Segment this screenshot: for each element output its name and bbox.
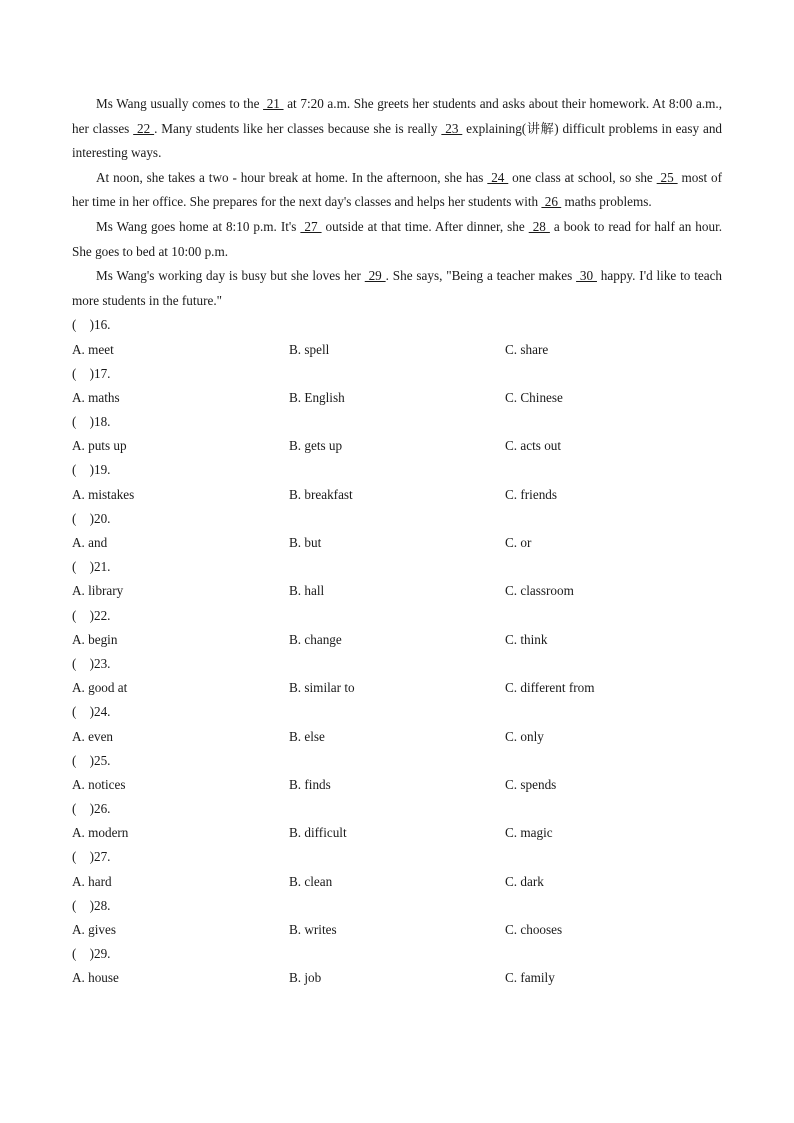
passage-text: . She says, "Being a teacher makes [385,268,577,284]
question-number[interactable]: ( )26. [72,801,111,817]
option-c[interactable]: C. spends [505,776,557,792]
option-a[interactable]: A. hard [72,873,112,889]
options-row [72,338,722,362]
question-item [72,458,722,506]
option-c[interactable]: C. only [505,728,544,744]
question-number[interactable]: ( )21. [72,559,111,575]
passage-text: At noon, she takes a two - hour break at home. In the afternoon, she has [96,169,488,185]
question-number[interactable]: ( )28. [72,897,111,913]
passage-text: Ms Wang goes home at 8:10 p.m. It's [96,218,301,234]
question-number[interactable]: ( )17. [72,365,111,381]
worksheet-page [72,92,722,991]
option-b[interactable]: B. gets up [289,438,343,454]
options-row [72,434,722,458]
options-row [72,676,722,700]
option-a[interactable]: A. begin [72,631,118,647]
option-c[interactable]: C. friends [505,486,558,502]
passage-text: Ms Wang usually comes to the [96,96,264,111]
question-item [72,894,722,942]
question-number[interactable]: ( )27. [72,849,111,865]
options-row [72,966,722,990]
answer-blank[interactable]: 25 [656,169,678,185]
option-c[interactable]: C. chooses [505,922,563,938]
passage-text: happy. I'd like to teach more students in the future." [72,268,723,308]
question-number[interactable]: ( )24. [72,704,111,720]
passage-paragraph [72,264,722,313]
answer-blank[interactable]: 26 [541,194,562,210]
option-b[interactable]: B. hall [289,583,325,599]
options-row [72,483,722,507]
question-number[interactable]: ( )19. [72,462,111,478]
passage-text: . Many students like her classes because she is really [154,120,442,136]
option-a[interactable]: A. mistakes [72,486,135,502]
passage-text: Ms Wang's working day is busy but she loves her [96,268,365,284]
option-a[interactable]: A. meet [72,341,114,357]
question-item [72,313,722,361]
question-item [72,652,722,700]
question-item [72,362,722,410]
option-b[interactable]: B. change [289,631,342,647]
option-b[interactable]: B. clean [289,873,333,889]
option-a[interactable]: A. good at [72,680,128,696]
option-b[interactable]: B. spell [289,341,330,357]
passage-text: a book to read for half an hour. She goes to bed at 10:00 p.m. [72,218,723,259]
option-a[interactable]: A. library [72,583,124,599]
option-c[interactable]: C. classroom [505,583,574,599]
passage-text: explaining(讲解) difficult problems in easy and interesting ways. [72,120,723,161]
question-list [72,313,722,990]
passage-paragraph [72,166,722,215]
option-a[interactable]: A. notices [72,776,126,792]
options-row [72,773,722,797]
option-a[interactable]: A. gives [72,922,116,938]
option-c[interactable]: C. magic [505,825,553,841]
option-a[interactable]: A. puts up [72,438,127,454]
option-a[interactable]: A. house [72,970,119,986]
answer-blank[interactable]: 22 [133,120,155,136]
question-number[interactable]: ( )23. [72,655,111,671]
option-b[interactable]: B. job [289,970,322,986]
question-item [72,845,722,893]
options-row [72,821,722,845]
options-row [72,386,722,410]
option-b[interactable]: B. but [289,535,322,551]
question-number[interactable]: ( )29. [72,946,111,962]
question-number[interactable]: ( )18. [72,414,111,430]
option-b[interactable]: B. breakfast [289,486,353,502]
question-item [72,797,722,845]
option-b[interactable]: B. similar to [289,680,355,696]
options-row [72,531,722,555]
answer-blank[interactable]: 27 [300,218,322,234]
answer-blank[interactable]: 28 [528,218,550,234]
option-a[interactable]: A. and [72,535,108,551]
option-c[interactable]: C. or [505,535,532,551]
option-c[interactable]: C. share [505,341,549,357]
passage-text: at 7:20 a.m. She greets her students and asks about their homework. At 8:00 a.m., her classes [72,96,723,136]
question-item [72,749,722,797]
cloze-passage [72,92,722,313]
answer-blank[interactable]: 23 [441,120,463,136]
question-number[interactable]: ( )22. [72,607,111,623]
answer-blank[interactable]: 29 [364,268,386,284]
question-number[interactable]: ( )20. [72,510,111,526]
options-row [72,579,722,603]
question-item [72,507,722,555]
answer-blank[interactable]: 24 [487,169,509,185]
option-c[interactable]: C. dark [505,873,544,889]
passage-text: outside at that time. After dinner, she [321,218,529,234]
passage-text: most of her time in her office. She prepares for the next day's classes and helps her students with [72,169,723,210]
option-c[interactable]: C. acts out [505,438,562,454]
passage-text: maths problems. [561,194,652,210]
question-item [72,410,722,458]
option-c[interactable]: C. Chinese [505,389,563,405]
question-number[interactable]: ( )16. [72,317,111,333]
passage-paragraph [72,92,722,166]
options-row [72,725,722,749]
options-row [72,870,722,894]
option-a[interactable]: A. maths [72,389,120,405]
answer-blank[interactable]: 30 [576,268,597,284]
option-a[interactable]: A. even [72,728,114,744]
option-c[interactable]: C. think [505,631,548,647]
option-b[interactable]: B. writes [289,922,337,938]
question-item [72,942,722,990]
option-b[interactable]: B. difficult [289,825,347,841]
question-item [72,555,722,603]
question-number[interactable]: ( )25. [72,752,111,768]
option-a[interactable]: A. modern [72,825,129,841]
passage-paragraph [72,215,722,264]
option-b[interactable]: B. finds [289,776,331,792]
options-row [72,918,722,942]
option-c[interactable]: C. different from [505,680,595,696]
question-item [72,700,722,748]
answer-blank[interactable]: 21 [263,96,284,111]
options-row [72,628,722,652]
option-c[interactable]: C. family [505,970,555,986]
passage-text: one class at school, so she [508,169,657,185]
option-b[interactable]: B. else [289,728,325,744]
question-item [72,604,722,652]
option-b[interactable]: B. English [289,389,345,405]
